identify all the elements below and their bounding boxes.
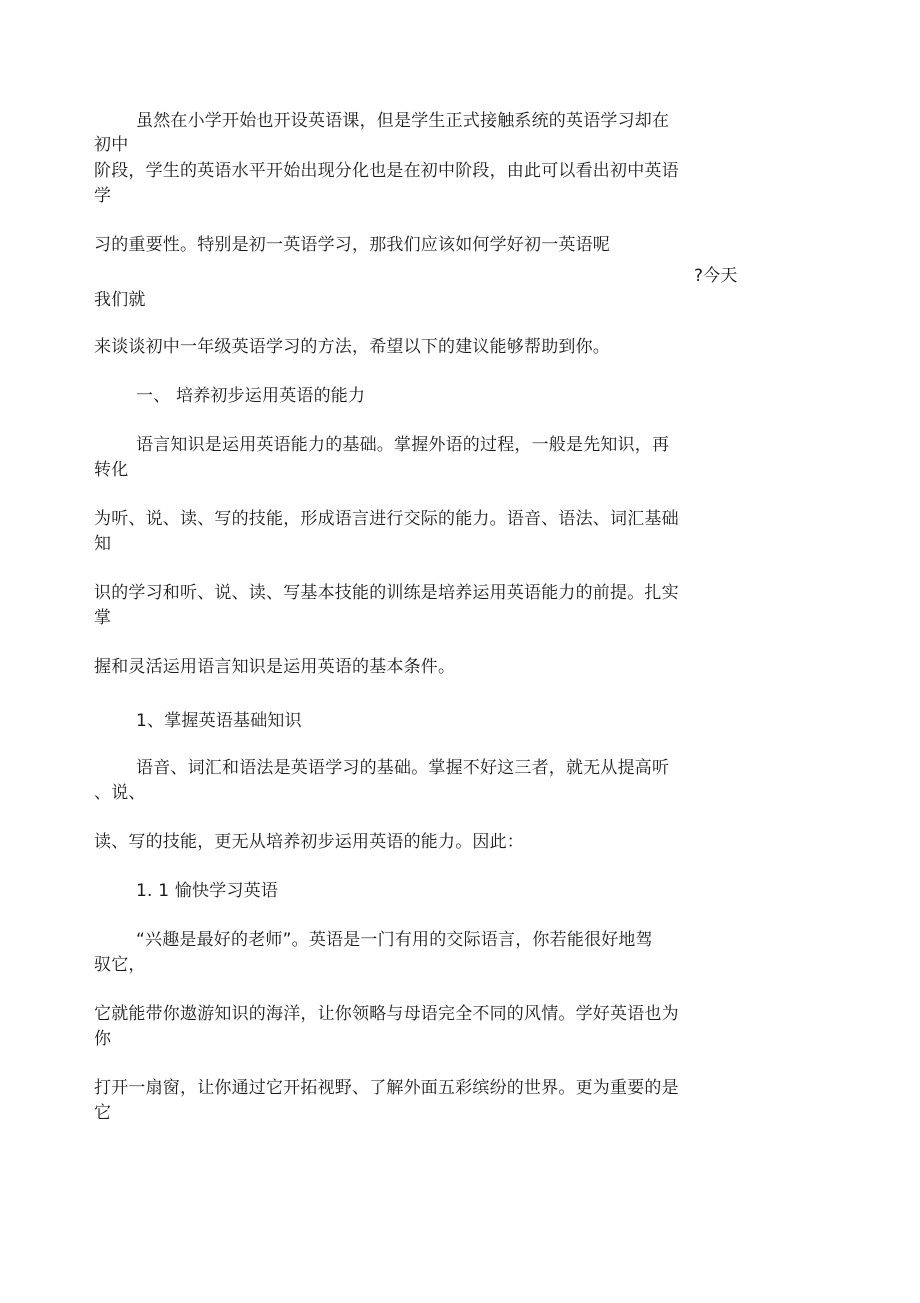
text-line: 打开一扇窗，让你通过它开拓视野、了解外面五彩缤纷的世界。更为重要的是: [94, 1078, 679, 1098]
text-line: 来谈谈初中一年级英语学习的方法，希望以下的建议能够帮助到你。: [94, 337, 610, 357]
text-line: 学: [94, 186, 112, 206]
text-line: 为听、说、读、写的技能，形成语言进行交际的能力。语音、语法、词汇基础: [94, 509, 679, 529]
text-line: 握和灵活运用语言知识是运用英语的基本条件。: [94, 657, 456, 677]
text-line: ?今天: [694, 266, 738, 286]
subsection-heading: 1. 1 愉快学习英语: [136, 881, 279, 901]
text-line: 阶段，学生的英语水平开始出现分化也是在初中阶段，由此可以看出初中英语: [94, 161, 679, 181]
text-line: 你: [94, 1029, 112, 1049]
text-line: 驭它，: [94, 955, 146, 975]
text-line: 知: [94, 534, 112, 554]
text-line: 初中: [94, 135, 129, 155]
text-line: 识的学习和听、说、读、写基本技能的训练是培养运用英语能力的前提。扎实: [94, 583, 679, 603]
text-line: 虽然在小学开始也开设英语课，但是学生正式接触系统的英语学习却在: [136, 111, 670, 131]
text-line: 习的重要性。特别是初一英语学习，那我们应该如何学好初一英语呢: [94, 235, 610, 255]
text-line: 我们就: [94, 290, 146, 310]
text-line: 它: [94, 1103, 112, 1123]
text-line: 语音、词汇和语法是英语学习的基础。掌握不好这三者，就无从提高听: [136, 758, 670, 778]
section-heading: 一、 培养初步运用英语的能力: [136, 386, 366, 406]
text-line: 转化: [94, 460, 129, 480]
text-line: “兴趣是最好的老师”。英语是一门有用的交际语言，你若能很好地驾: [136, 930, 653, 950]
text-line: 掌: [94, 608, 112, 628]
text-line: 、说、: [94, 783, 146, 803]
subsection-heading: 1、掌握英语基础知识: [136, 711, 302, 731]
text-line: 它就能带你遨游知识的海洋，让你领略与母语完全不同的风情。学好英语也为: [94, 1004, 679, 1024]
text-line: 读、写的技能，更无从培养初步运用英语的能力。因此：: [94, 832, 524, 852]
text-line: 语言知识是运用英语能力的基础。掌握外语的过程，一般是先知识，再: [136, 435, 670, 455]
